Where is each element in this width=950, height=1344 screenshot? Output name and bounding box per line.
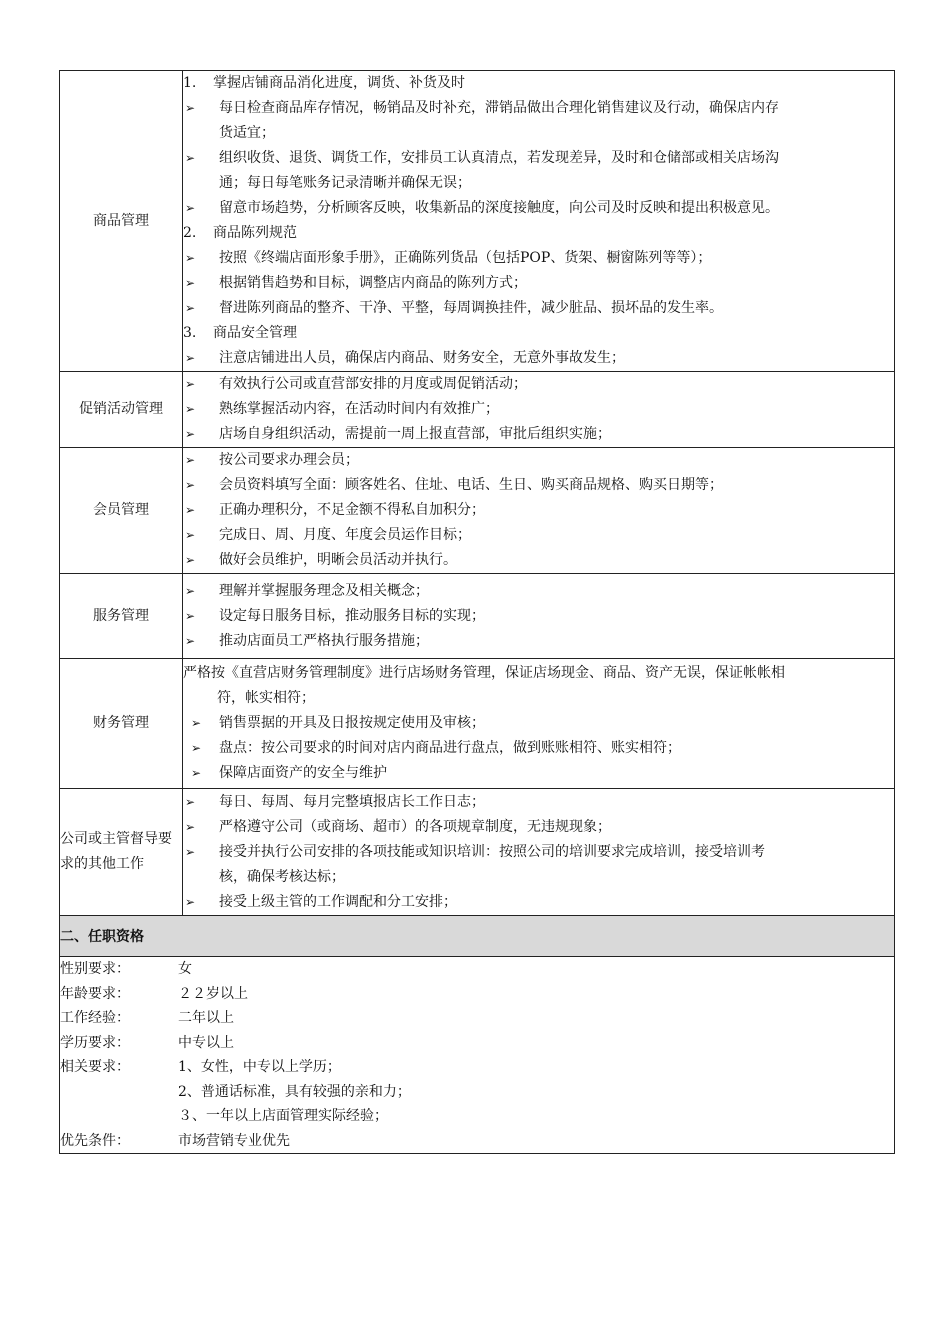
bullet-text-line: 每日检查商品库存情况，畅销品及时补充，滞销品做出合理化销售建议及行动，确保店内存 [219, 100, 779, 116]
bullet-arrow-icon: ➢ [185, 794, 196, 809]
bullet-item [183, 890, 894, 915]
qualification-value: ２２岁以上 [178, 985, 248, 1002]
heading-title: 商品安全管理 [213, 325, 297, 341]
bullet-text-line: 注意店铺进出人员，确保店内商品、财务安全，无意外事故发生； [219, 350, 625, 366]
qualification-label: 相关要求： [60, 1059, 130, 1075]
bullet-item [183, 736, 894, 761]
bullet-text [219, 548, 894, 573]
intro-paragraph [183, 661, 894, 711]
qualifications-list [60, 957, 895, 1154]
qualification-label: 学历要求： [60, 1034, 130, 1051]
duty-row [60, 448, 895, 574]
qualification-value: 1、女性，中专以上学历； [178, 1059, 341, 1075]
qualification-label: 优先条件： [60, 1132, 130, 1149]
bullet-text-line: 推动店面员工严格执行服务措施； [219, 632, 429, 649]
bullet-text [219, 815, 894, 840]
bullet-text-line: 根据销售趋势和目标，调整店内商品的陈列方式； [219, 275, 527, 291]
qualification-value: 二年以上 [178, 1010, 234, 1026]
bullet-item [183, 579, 894, 604]
qualification-label: 性别要求： [60, 961, 130, 977]
qualification-item [60, 1104, 894, 1129]
qualification-item [60, 957, 894, 982]
duty-label: 公司或主管督导要求的其他工作 [60, 789, 183, 916]
bullet-text-line: 核，确保考核达标； [219, 868, 345, 885]
qualification-item [60, 982, 894, 1007]
bullet-text [219, 523, 894, 548]
bullet-item [183, 246, 894, 271]
bullet-text-line: 有效执行公司或直营部安排的月度或周促销活动； [219, 376, 527, 392]
bullet-arrow-icon: ➢ [185, 201, 196, 215]
bullet-text-line: 接受并执行公司安排的各项技能或知识培训：按照公司的培训要求完成培训，接受培训考 [219, 843, 765, 860]
duty-row [60, 659, 895, 789]
bullet-item [183, 146, 894, 196]
bullet-text-line: 熟练掌握活动内容，在活动时间内有效推广； [219, 401, 499, 417]
bullet-item [183, 548, 894, 573]
duty-row [60, 574, 895, 659]
bullet-arrow-icon: ➢ [185, 503, 196, 517]
bullet-text [219, 146, 894, 196]
bullet-arrow-icon: ➢ [185, 251, 196, 265]
duty-label: 财务管理 [60, 659, 183, 789]
bullet-text [219, 271, 894, 296]
bullet-text [219, 736, 894, 761]
bullet-arrow-icon: ➢ [185, 583, 196, 598]
qualification-item [60, 1006, 894, 1031]
bullet-text [219, 346, 894, 371]
bullet-text-line: 做好会员维护，明晰会员活动并执行。 [219, 552, 457, 568]
qualification-label [60, 1104, 178, 1129]
bullet-arrow-icon: ➢ [185, 453, 196, 467]
bullet-text-line: 按照《终端店面形象手册》，正确陈列货品（包括POP、货架、橱窗陈列等等）； [219, 250, 712, 266]
bullet-item [183, 790, 894, 815]
numbered-heading [183, 321, 894, 346]
duty-row [60, 789, 895, 916]
qualification-label [60, 1080, 178, 1105]
qualification-value: 女 [178, 961, 192, 977]
qualification-item [60, 1055, 894, 1080]
numbered-heading [183, 71, 894, 96]
bullet-text [219, 246, 894, 271]
duty-label: 会员管理 [60, 448, 183, 574]
heading-title: 掌握店铺商品消化进度，调货、补货及时 [213, 75, 465, 91]
bullet-text [219, 890, 894, 915]
bullet-text [219, 790, 894, 815]
bullet-text [219, 579, 894, 604]
bullet-text-line: 货适宜； [219, 125, 275, 141]
bullet-text [219, 397, 894, 422]
qualification-label: 工作经验： [60, 1010, 130, 1026]
bullet-text-line: 完成日、周、月度、年度会员运作目标； [219, 527, 471, 543]
bullet-text-line: 按公司要求办理会员； [219, 452, 359, 468]
bullet-item [183, 296, 894, 321]
duty-content [183, 71, 895, 372]
qualification-item [60, 1129, 894, 1154]
bullet-item [183, 271, 894, 296]
bullet-item [183, 498, 894, 523]
bullet-arrow-icon: ➢ [185, 151, 196, 165]
bullet-text-line: 接受上级主管的工作调配和分工安排； [219, 893, 457, 910]
bullet-text-line: 销售票据的开具及日报按规定使用及审核； [219, 715, 485, 731]
bullet-arrow-icon: ➢ [185, 101, 196, 115]
bullet-arrow-icon: ➢ [185, 427, 196, 441]
bullet-text [219, 711, 894, 736]
bullet-text [219, 629, 894, 654]
bullet-item [183, 815, 894, 840]
bullet-item [183, 422, 894, 447]
bullet-arrow-icon: ➢ [185, 844, 196, 859]
qualification-label: 年龄要求： [60, 985, 130, 1002]
heading-number: 3. [183, 325, 197, 341]
bullet-text-line: 留意市场趋势，分析顾客反映，收集新品的深度接触度，向公司及时反映和提出积极意见。 [219, 200, 779, 216]
bullet-text [219, 761, 894, 786]
bullet-item [183, 196, 894, 221]
duty-row [60, 71, 895, 372]
bullet-text-line: 通；每日每笔账务记录清晰并确保无误； [219, 175, 471, 191]
qualification-value: ３、一年以上店面管理实际经验； [178, 1108, 388, 1124]
qualification-value: 市场营销专业优先 [178, 1132, 290, 1149]
bullet-arrow-icon: ➢ [185, 351, 196, 365]
heading-number: 2. [183, 225, 197, 241]
bullet-item [183, 448, 894, 473]
bullet-text [219, 196, 894, 221]
bullet-text [219, 372, 894, 397]
bullet-text-line: 督进陈列商品的整齐、干净、平整，每周调换挂件，减少脏品、损坏品的发生率。 [219, 300, 723, 316]
section-qualifications-header [60, 916, 895, 957]
duty-content [183, 789, 895, 916]
bullet-item [183, 473, 894, 498]
bullet-text [219, 96, 894, 146]
duty-row [60, 372, 895, 448]
bullet-arrow-icon: ➢ [185, 553, 196, 567]
heading-title: 商品陈列规范 [213, 225, 297, 241]
bullet-text-line: 店场自身组织活动，需提前一周上报直营部，审批后组织实施； [219, 426, 611, 442]
section-title: 二、任职资格 [60, 916, 895, 957]
bullet-text [219, 473, 894, 498]
duty-content [183, 659, 895, 789]
bullet-arrow-icon: ➢ [191, 716, 202, 730]
bullet-arrow-icon: ➢ [185, 819, 196, 834]
duty-label: 促销活动管理 [60, 372, 183, 448]
bullet-text-line: 盘点：按公司要求的时间对店内商品进行盘点，做到账账相符、账实相符； [219, 740, 681, 756]
bullet-item [183, 711, 894, 736]
bullet-text-line: 会员资料填写全面：顾客姓名、住址、电话、生日、购买商品规格、购买日期等； [219, 477, 723, 493]
bullet-item [183, 840, 894, 890]
bullet-arrow-icon: ➢ [185, 377, 196, 391]
bullet-arrow-icon: ➢ [185, 276, 196, 290]
qualification-value: 2、普通话标准，具有较强的亲和力； [178, 1083, 411, 1100]
bullet-text-line: 保障店面资产的安全与维护 [219, 765, 387, 781]
bullet-arrow-icon: ➢ [185, 608, 196, 623]
bullet-arrow-icon: ➢ [185, 402, 196, 416]
qualification-item [60, 1031, 894, 1056]
qualification-item [60, 1080, 894, 1105]
duty-content [183, 574, 895, 659]
bullet-item [183, 397, 894, 422]
intro-line: 严格按《直营店财务管理制度》进行店场财务管理，保证店场现金、商品、资产无误，保证帐帐相 [183, 665, 785, 681]
bullet-item [183, 604, 894, 629]
bullet-text [219, 498, 894, 523]
qualification-value: 中专以上 [178, 1034, 234, 1051]
bullet-text-line: 理解并掌握服务理念及相关概念； [219, 582, 429, 599]
bullet-item [183, 346, 894, 371]
bullet-text [219, 448, 894, 473]
bullet-text [219, 422, 894, 447]
bullet-text-line: 严格遵守公司（或商场、超市）的各项规章制度，无违规现象； [219, 818, 611, 835]
duty-label: 服务管理 [60, 574, 183, 659]
bullet-text-line: 每日、每周、每月完整填报店长工作日志； [219, 793, 485, 810]
bullet-arrow-icon: ➢ [185, 301, 196, 315]
heading-number: 1. [183, 75, 197, 91]
duty-label: 商品管理 [60, 71, 183, 372]
intro-line: 符，帐实相符； [217, 690, 315, 706]
duty-content [183, 448, 895, 574]
bullet-arrow-icon: ➢ [185, 478, 196, 492]
qualifications-row [60, 957, 895, 1154]
bullet-text-line: 正确办理积分，不足金额不得私自加积分； [219, 502, 485, 518]
bullet-text-line: 组织收货、退货、调货工作，安排员工认真清点，若发现差异，及时和仓储部或相关店场沟 [219, 150, 779, 166]
bullet-text [219, 296, 894, 321]
bullet-arrow-icon: ➢ [185, 633, 196, 648]
bullet-arrow-icon: ➢ [191, 766, 202, 780]
bullet-item [183, 523, 894, 548]
bullet-item [183, 372, 894, 397]
bullet-arrow-icon: ➢ [191, 741, 202, 755]
duty-content [183, 372, 895, 448]
bullet-arrow-icon: ➢ [185, 894, 196, 909]
bullet-text [219, 604, 894, 629]
bullet-item [183, 629, 894, 654]
bullet-item [183, 761, 894, 786]
numbered-heading [183, 221, 894, 246]
bullet-text-line: 设定每日服务目标，推动服务目标的实现； [219, 607, 485, 624]
bullet-item [183, 96, 894, 146]
bullet-text [219, 840, 894, 890]
bullet-arrow-icon: ➢ [185, 528, 196, 542]
duties-table [59, 70, 895, 1154]
